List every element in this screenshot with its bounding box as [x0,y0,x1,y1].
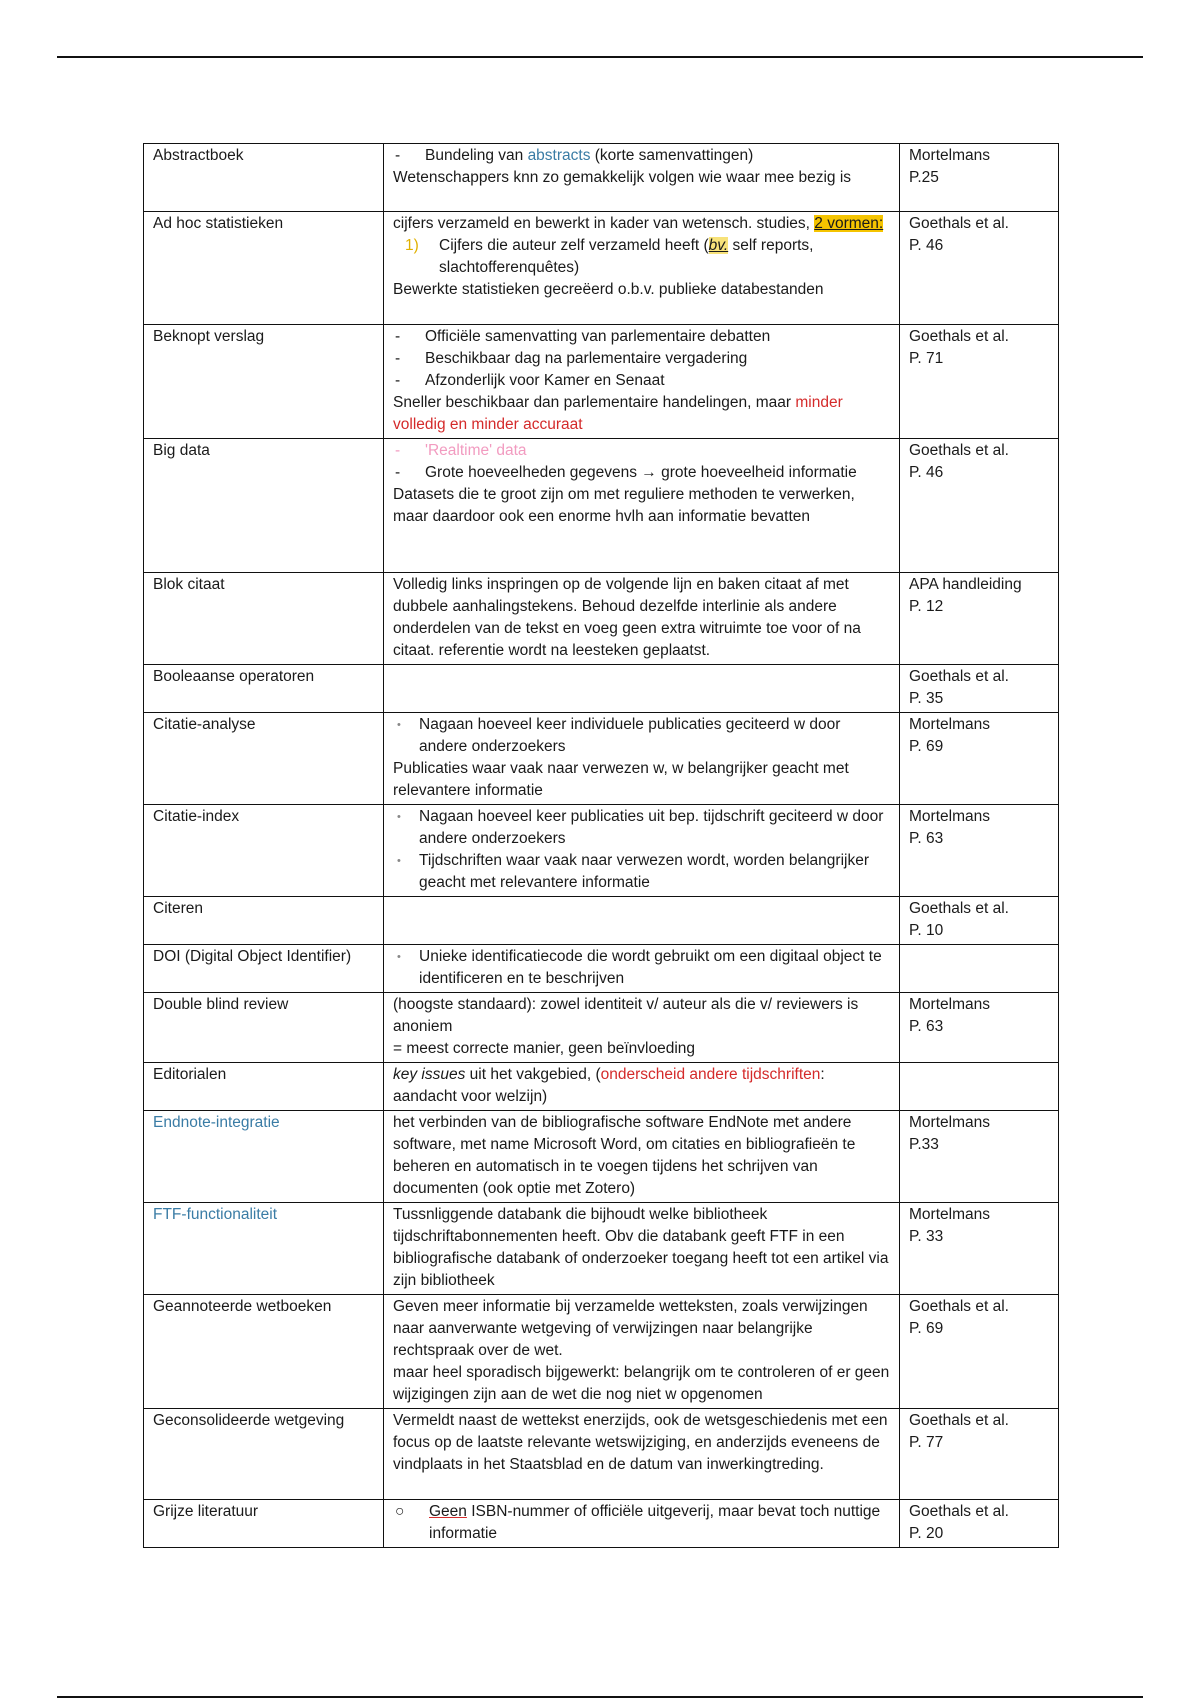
definition-cell [384,325,900,439]
term-cell: Citatie-index [144,805,384,897]
definition-line: Datasets die te groot zijn om met reguliere methoden te verwerken, maar daardoor ook een enorme hvlh aan informatie bevatten [393,486,855,525]
definition-cell [384,993,900,1063]
term-cell: Beknopt verslag [144,325,384,439]
definition-cell [384,713,900,805]
source-cell [900,897,1059,945]
term-cell: Big data [144,439,384,573]
source-cell [900,144,1059,212]
source-page: P. 69 [909,1320,944,1337]
table-row [144,1063,1059,1111]
source-page: P. 71 [909,350,944,367]
definition-line: cijfers verzameld en bewerkt in kader van wetensch. studies, 2 vormen: [393,215,884,232]
numbered-item: 1) Cijfers die auteur zelf verzameld heeft (bv. self reports, slachtofferenquêtes) [393,235,890,279]
table-row [144,1409,1059,1500]
definition-cell [384,897,900,945]
source-cell [900,713,1059,805]
source-cell [900,439,1059,573]
source-author: Goethals et al. [909,442,1009,459]
source-page: P. 63 [909,830,944,847]
source-cell [900,1500,1059,1548]
definition-cell [384,805,900,897]
table-row [144,144,1059,212]
source-cell [900,993,1059,1063]
term-cell: Geannoteerde wetboeken [144,1295,384,1409]
definition-cell [384,665,900,713]
definition-cell: het verbinden van de bibliografische software EndNote met andere software, met name Microsoft Word, om citaties en bibliografieën te beheren en automatisch in te voegen tijdens het schrijven van documenten (ook optie met Zotero) [384,1111,900,1203]
table-row [144,212,1059,325]
source-page: P. 63 [909,1018,944,1035]
source-author: Mortelmans [909,996,990,1013]
table-row [144,805,1059,897]
definition-cell [384,144,900,212]
source-cell [900,212,1059,325]
bullet-item: - Beschikbaar dag na parlementaire vergadering [393,348,890,370]
source-author: Mortelmans [909,808,990,825]
definition-cell [384,1500,900,1548]
source-page: P. 12 [909,598,944,615]
term-cell: Citatie-analyse [144,713,384,805]
term-cell: Grijze literatuur [144,1500,384,1548]
term-cell: FTF-functionaliteit [144,1203,384,1295]
source-page: P.25 [909,169,939,186]
definition-line: Wetenschappers knn zo gemakkelijk volgen wie waar mee bezig is [393,169,852,186]
source-cell [900,945,1059,993]
source-cell [900,1111,1059,1203]
source-page: P. 35 [909,690,944,707]
source-cell [900,665,1059,713]
definition-line: Sneller beschikbaar dan parlementaire handelingen, maar minder volledig en minder accuraat [393,394,843,433]
definition-cell: Vermeldt naast de wettekst enerzijds, ook de wetsgeschiedenis met een focus op de laatste relevante wetswijziging, en anderzijds eveneens de vindplaats in het Staatsblad en de datum van inwerkingtreding. [384,1409,900,1500]
term-cell: DOI (Digital Object Identifier) [144,945,384,993]
source-cell [900,573,1059,665]
bullet-item: - Bundeling van abstracts (korte samenvattingen) [393,145,890,167]
source-author: Mortelmans [909,1114,990,1131]
bullet-item: • Nagaan hoeveel keer individuele publicaties geciteerd w door andere onderzoekers [393,714,890,758]
source-author: Goethals et al. [909,328,1009,345]
source-author: Goethals et al. [909,1298,1009,1315]
source-page: P. 20 [909,1525,944,1542]
source-author: Goethals et al. [909,900,1009,917]
term-cell: Booleaanse operatoren [144,665,384,713]
definition-cell [384,945,900,993]
source-cell [900,1063,1059,1111]
source-cell [900,805,1059,897]
source-page: P. 46 [909,237,944,254]
term-cell: Citeren [144,897,384,945]
source-page: P. 46 [909,464,944,481]
table-row [144,1203,1059,1295]
definition-cell: Volledig links inspringen op de volgende lijn en baken citaat af met dubbele aanhalingstekens. Behoud dezelfde interlinie als andere onderdelen van de tekst en voeg geen extra witruimte toe voor of na citaat. referentie wordt na leesteken geplaatst. [384,573,900,665]
source-page: P. 33 [909,1228,944,1245]
source-page: P. 69 [909,738,944,755]
term-cell: Ad hoc statistieken [144,212,384,325]
bullet-item: - Officiële samenvatting van parlementaire debatten [393,326,890,348]
term-cell: Double blind review [144,993,384,1063]
source-page: P. 10 [909,922,944,939]
source-cell [900,1409,1059,1500]
definition-line: = meest correcte manier, geen beïnvloeding [393,1040,696,1057]
table-row [144,713,1059,805]
table-row [144,1500,1059,1548]
source-author: Mortelmans [909,147,990,164]
source-author: Mortelmans [909,716,990,733]
term-cell: Endnote-integratie [144,1111,384,1203]
table-row [144,1295,1059,1409]
definition-cell [384,439,900,573]
term-cell: Blok citaat [144,573,384,665]
term-cell: Geconsolideerde wetgeving [144,1409,384,1500]
source-author: Mortelmans [909,1206,990,1223]
table-row [144,993,1059,1063]
bullet-item: • Tijdschriften waar vaak naar verwezen wordt, worden belangrijker geacht met relevantere informatie [393,850,890,894]
table-row [144,665,1059,713]
source-cell [900,325,1059,439]
definition-line: (hoogste standaard): zowel identiteit v/ auteur als die v/ reviewers is anoniem [393,996,859,1035]
source-author: Goethals et al. [909,1503,1009,1520]
source-cell [900,1295,1059,1409]
table-row [144,897,1059,945]
definition-line: maar heel sporadisch bijgewerkt: belangrijk om te controleren of er geen wijzigingen zijn aan de wet die nog niet w opgenomen [393,1364,890,1403]
table-row [144,945,1059,993]
source-cell [900,1203,1059,1295]
source-page: P.33 [909,1136,939,1153]
definition-cell: key issues uit het vakgebied, (onderscheid andere tijdschriften: aandacht voor welzijn) [384,1063,900,1111]
glossary-table [143,143,1059,1548]
definition-line: Geven meer informatie bij verzamelde wetteksten, zoals verwijzingen naar aanverwante wetgeving of verwijzingen naar belangrijke rechtspraak over de wet. [393,1298,868,1359]
table-row [144,439,1059,573]
bullet-item: • Nagaan hoeveel keer publicaties uit bep. tijdschrift geciteerd w door andere onderzoekers [393,806,890,850]
source-author: Goethals et al. [909,1412,1009,1429]
table-row [144,1111,1059,1203]
bullet-item: - 'Realtime' data [393,440,890,462]
source-page: P. 77 [909,1434,944,1451]
term-cell: Editorialen [144,1063,384,1111]
source-author: APA handleiding [909,576,1022,593]
table-row [144,325,1059,439]
term-cell: Abstractboek [144,144,384,212]
definition-cell [384,212,900,325]
definition-cell: Tussnliggende databank die bijhoudt welke bibliotheek tijdschriftabonnementen heeft. Obv die databank geeft FTF in een bibliografische databank of onderzoeker toegang heeft tot een artikel via zijn bibliotheek [384,1203,900,1295]
bullet-item: - Afzonderlijk voor Kamer en Senaat [393,370,890,392]
bullet-item: ○ Geen ISBN-nummer of officiële uitgeverij, maar bevat toch nuttige informatie [393,1501,890,1545]
bullet-item: • Unieke identificatiecode die wordt gebruikt om een digitaal object te identificeren en te beschrijven [393,946,890,990]
definition-line: Publicaties waar vaak naar verwezen w, w belangrijker geacht met relevantere informatie [393,760,849,799]
definition-line: Bewerkte statistieken gecreëerd o.b.v. publieke databestanden [393,281,824,298]
source-author: Goethals et al. [909,215,1009,232]
header-rule [57,56,1143,58]
footer-rule [57,1696,1143,1698]
bullet-item: - Grote hoeveelheden gegevens → grote hoeveelheid informatie [393,462,890,484]
source-author: Goethals et al. [909,668,1009,685]
table-row [144,573,1059,665]
definition-cell [384,1295,900,1409]
